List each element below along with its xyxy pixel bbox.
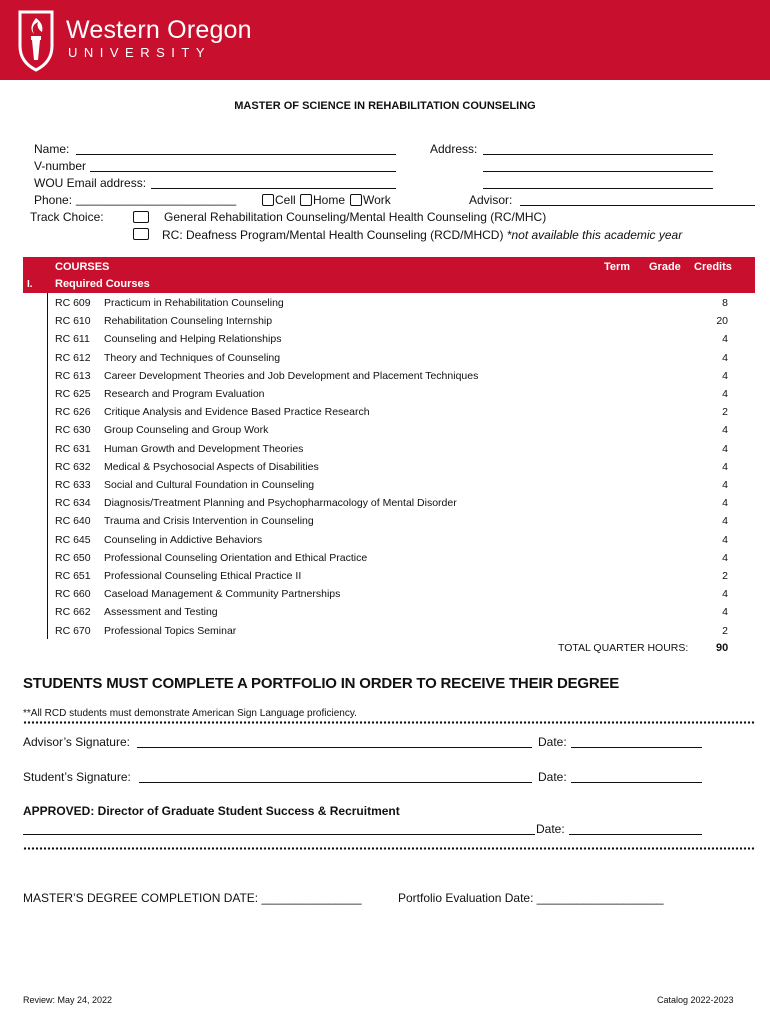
phone-label: Phone:	[34, 193, 73, 207]
course-code: RC 631	[55, 442, 91, 455]
course-title: Professional Counseling Orientation and Ethical Practice	[104, 551, 368, 564]
course-code: RC 660	[55, 588, 91, 601]
cell-checkbox[interactable]	[262, 194, 274, 206]
course-title: Trauma and Crisis Intervention in Counseling	[104, 515, 314, 528]
table-row	[55, 585, 730, 603]
table-row	[55, 421, 730, 439]
course-credits: 4	[722, 606, 728, 619]
table-row	[55, 312, 730, 330]
course-credits: 2	[722, 570, 728, 582]
course-credits: 4	[722, 369, 728, 382]
course-code: RC 662	[55, 606, 91, 619]
course-title: Professional Counseling Ethical Practice II	[104, 570, 302, 582]
course-credits: 4	[722, 515, 728, 528]
course-credits: 8	[722, 297, 728, 309]
course-code: RC 626	[55, 406, 91, 419]
director-signature-field[interactable]	[23, 834, 535, 835]
section-number: I.	[27, 279, 33, 290]
course-title: Diagnosis/Treatment Planning and Psychopharmacology of Mental Disorder	[104, 497, 457, 510]
track-option-1-checkbox[interactable]	[133, 211, 149, 223]
course-title: Critique Analysis and Evidence Based Practice Research	[104, 406, 370, 419]
course-credits: 4	[722, 351, 728, 364]
course-code: RC 640	[55, 515, 91, 528]
advisor-date-field[interactable]	[571, 747, 702, 748]
table-row	[55, 349, 730, 367]
course-code: RC 613	[55, 369, 91, 382]
course-code: RC 611	[55, 333, 90, 346]
cell-label: Cell	[275, 193, 296, 207]
masters-completion-label: MASTER’S DEGREE COMPLETION DATE:	[23, 891, 259, 905]
table-row	[55, 476, 730, 494]
course-credits: 4	[722, 479, 728, 491]
portfolio-evaluation-date[interactable]	[398, 891, 664, 905]
work-checkbox[interactable]	[350, 194, 362, 206]
course-code: RC 650	[55, 551, 91, 564]
header-band	[0, 0, 770, 80]
course-code: RC 651	[55, 570, 91, 582]
email-field[interactable]	[151, 188, 396, 189]
course-code: RC 632	[55, 460, 91, 473]
table-left-rule	[47, 293, 48, 639]
table-row	[55, 458, 730, 476]
course-credits: 20	[716, 315, 728, 328]
student-date-field[interactable]	[571, 782, 702, 783]
course-credits: 2	[722, 406, 728, 419]
course-credits: 4	[722, 424, 728, 437]
home-checkbox[interactable]	[300, 194, 312, 206]
course-code: RC 612	[55, 351, 91, 364]
address-label: Address:	[430, 142, 478, 156]
table-row	[55, 512, 730, 530]
course-title: Caseload Management & Community Partnerships	[104, 588, 341, 601]
track-option-2-label: RC: Deafness Program/Mental Health Counseling (RCD/MHCD)	[162, 228, 504, 242]
advisor-signature-label: Advisor’s Signature:	[23, 735, 130, 749]
course-title: Practicum in Rehabilitation Counseling	[104, 297, 284, 309]
review-date: Review: May 24, 2022	[23, 995, 113, 1005]
col-credits: Credits	[694, 261, 732, 273]
student-date-label: Date:	[538, 770, 567, 784]
portfolio-notice: STUDENTS MUST COMPLETE A PORTFOLIO IN ORDER TO RECEIVE THEIR DEGREE	[23, 675, 620, 692]
track-option-2-checkbox[interactable]	[133, 228, 149, 240]
course-title: Counseling in Addictive Behaviors	[104, 533, 263, 546]
advisor-label: Advisor:	[469, 193, 513, 207]
course-title: Theory and Techniques of Counseling	[104, 351, 281, 364]
name-field[interactable]	[76, 154, 396, 155]
masters-completion-date[interactable]	[23, 891, 362, 905]
table-row	[55, 440, 730, 458]
col-grade: Grade	[649, 261, 681, 273]
course-credits: 4	[722, 588, 728, 601]
course-code: RC 630	[55, 424, 91, 437]
student-signature-label: Student’s Signature:	[23, 770, 131, 784]
table-row	[55, 531, 730, 549]
track-option-1: General Rehabilitation Counseling/Mental Health Counseling (RC/MHC)	[164, 210, 547, 224]
course-title: Professional Topics Seminar	[104, 624, 237, 637]
track-option-2	[162, 228, 682, 242]
table-row	[55, 403, 730, 421]
dotted-divider-bottom	[23, 847, 755, 850]
course-credits: 2	[722, 624, 728, 637]
portfolio-evaluation-label: Portfolio Evaluation Date:	[398, 891, 534, 905]
torch-logo-icon	[14, 8, 58, 72]
courses-heading: COURSES	[55, 261, 110, 273]
course-credits: 4	[722, 388, 728, 400]
course-code: RC 633	[55, 479, 91, 491]
table-row	[55, 330, 730, 348]
advisor-field[interactable]	[520, 205, 755, 206]
course-credits: 4	[722, 497, 728, 510]
course-credits: 4	[722, 333, 728, 346]
dotted-divider-top	[23, 721, 755, 724]
document-title: MASTER OF SCIENCE IN REHABILITATION COUNSELING	[234, 100, 536, 112]
table-row	[55, 567, 730, 585]
portfolio-evaluation-blank[interactable]: ___________________	[536, 891, 664, 905]
phone-field[interactable]: ________________________	[76, 192, 237, 206]
track-option-2-note: *not available this academic year	[506, 228, 683, 242]
director-date-field[interactable]	[569, 834, 702, 835]
address-field-1[interactable]	[483, 154, 713, 155]
table-row	[55, 549, 730, 567]
track-label: Track Choice:	[30, 210, 104, 224]
course-title: Research and Program Evaluation	[104, 388, 265, 400]
address-field-3[interactable]	[483, 188, 713, 189]
course-title: Medical & Psychosocial Aspects of Disabilities	[104, 460, 319, 473]
course-title: Rehabilitation Counseling Internship	[104, 315, 273, 328]
vnumber-label: V-number	[34, 159, 87, 173]
course-code: RC 634	[55, 497, 91, 510]
table-row	[55, 622, 730, 640]
university-name: Western Oregon	[66, 16, 252, 44]
course-code: RC 610	[55, 315, 91, 328]
table-row	[55, 367, 730, 385]
course-code: RC 645	[55, 533, 91, 546]
vnumber-field[interactable]	[90, 171, 396, 172]
col-term: Term	[604, 261, 631, 273]
course-title: Counseling and Helping Relationships	[104, 333, 282, 346]
total-label: TOTAL QUARTER HOURS:	[558, 642, 689, 654]
advisor-signature-field[interactable]	[137, 747, 532, 748]
course-title: Career Development Theories and Job Development and Placement Techniques	[104, 369, 479, 382]
course-title: Assessment and Testing	[104, 606, 218, 619]
table-row	[55, 603, 730, 621]
name-label: Name:	[34, 142, 70, 156]
course-code: RC 609	[55, 297, 91, 309]
work-label: Work	[363, 193, 391, 207]
course-title: Human Growth and Development Theories	[104, 442, 304, 455]
student-signature-field[interactable]	[139, 782, 532, 783]
address-field-2[interactable]	[483, 171, 713, 172]
course-credits: 4	[722, 442, 728, 455]
email-label: WOU Email address:	[34, 176, 147, 190]
home-label: Home	[313, 193, 346, 207]
course-credits: 4	[722, 533, 728, 546]
table-row	[55, 294, 730, 312]
course-code: RC 670	[55, 624, 91, 637]
required-courses-heading: Required Courses	[55, 278, 150, 290]
course-title: Group Counseling and Group Work	[104, 424, 269, 437]
table-row	[55, 494, 730, 512]
catalog-year: Catalog 2022-2023	[657, 995, 734, 1005]
advisor-date-label: Date:	[538, 735, 567, 749]
total-value: 90	[716, 642, 729, 654]
director-date-label: Date:	[536, 822, 565, 836]
masters-completion-blank[interactable]: _______________	[261, 891, 362, 905]
approved-label: APPROVED: Director of Graduate Student Success & Recruitment	[23, 804, 400, 818]
course-title: Social and Cultural Foundation in Counseling	[104, 479, 315, 491]
course-credits: 4	[722, 551, 728, 564]
table-row	[55, 385, 730, 403]
university-sub: UNIVERSITY	[68, 45, 212, 60]
course-credits: 4	[722, 460, 728, 473]
course-code: RC 625	[55, 388, 91, 400]
asl-note: **All RCD students must demonstrate American Sign Language proficiency.	[23, 708, 357, 719]
